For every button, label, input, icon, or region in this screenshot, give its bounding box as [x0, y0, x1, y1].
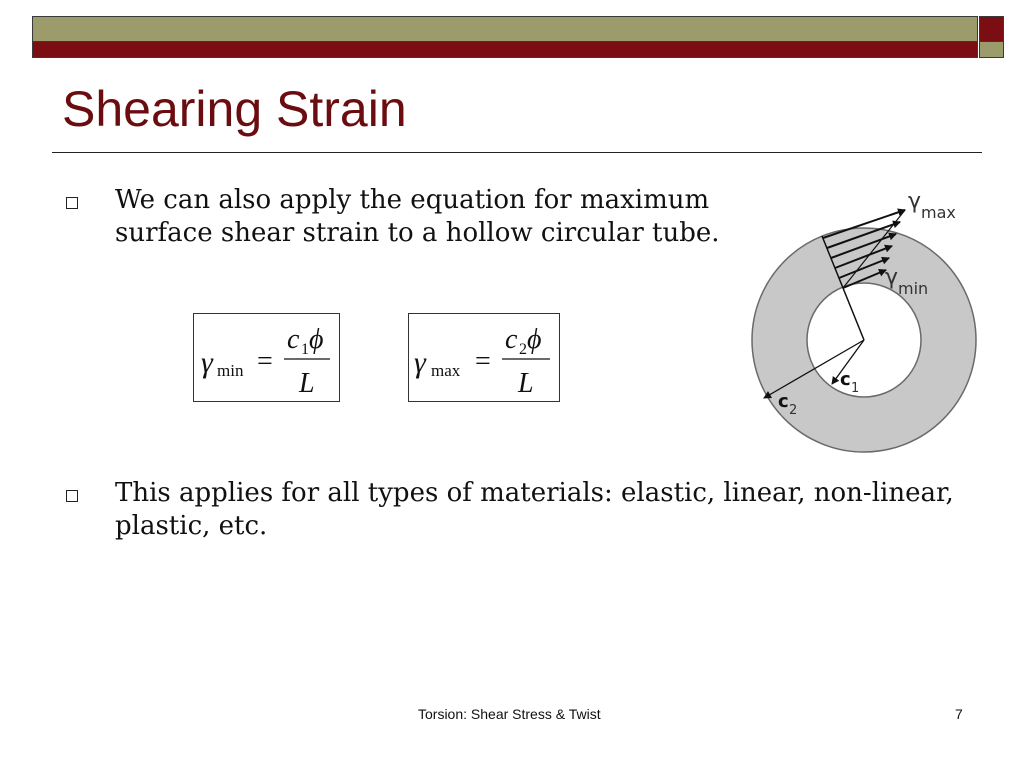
header-corner-maroon [979, 16, 1004, 42]
slide-number: 7 [955, 706, 963, 722]
header-corner-olive [979, 42, 1004, 58]
gamma-max-subscript: max [921, 203, 956, 222]
eq-max-den: L [518, 368, 534, 399]
bullet-2-line-2: plastic, etc. [115, 511, 268, 541]
footer-title: Torsion: Shear Stress & Twist [418, 706, 601, 722]
eq-min-gamma: γ [201, 346, 213, 379]
c1-label: c [840, 369, 851, 390]
eq-max-num-sub: 2 [519, 341, 527, 358]
eq-min-equals: = [257, 346, 273, 377]
c2-label: c [778, 391, 789, 412]
slide-title: Shearing Strain [62, 81, 407, 137]
eq-max-gamma: γ [414, 346, 426, 379]
bullet-text-2 [115, 477, 954, 543]
eq-max-subscript: max [431, 361, 461, 380]
header-band-olive [32, 16, 978, 42]
bullet-square-icon [66, 490, 78, 502]
eq-max-num-phi: ϕ [527, 324, 542, 355]
gamma-min-symbol: γ [885, 265, 899, 290]
header-band-maroon [32, 42, 978, 58]
eq-max-equals: = [475, 346, 491, 377]
bullet-1-line-1: We can also apply the equation for maximum [115, 185, 710, 215]
equation-gamma-min [193, 313, 340, 402]
gamma-min-subscript: min [898, 279, 929, 298]
bullet-2-line-1: This applies for all types of materials: elastic, linear, non-linear, [115, 478, 954, 508]
eq-min-num-phi: ϕ [309, 324, 324, 355]
eq-min-num-sub: 1 [301, 341, 309, 358]
eq-min-num-c: c [287, 324, 300, 355]
bullet-square-icon [66, 197, 78, 209]
bullet-text-1 [115, 184, 720, 250]
equation-gamma-max [408, 313, 560, 402]
gamma-max-symbol: γ [908, 189, 922, 214]
bullet-1-line-2: surface shear strain to a hollow circular tube. [115, 218, 720, 248]
eq-min-den: L [299, 368, 315, 399]
c1-subscript: 1 [851, 381, 860, 396]
equation-gamma-max-svg [409, 314, 559, 401]
eq-max-num-c: c [505, 324, 518, 355]
hollow-tube-figure [740, 180, 1010, 460]
eq-min-subscript: min [217, 361, 244, 380]
equation-gamma-min-svg [194, 314, 339, 401]
title-divider [52, 152, 982, 153]
c2-subscript: 2 [789, 403, 798, 418]
